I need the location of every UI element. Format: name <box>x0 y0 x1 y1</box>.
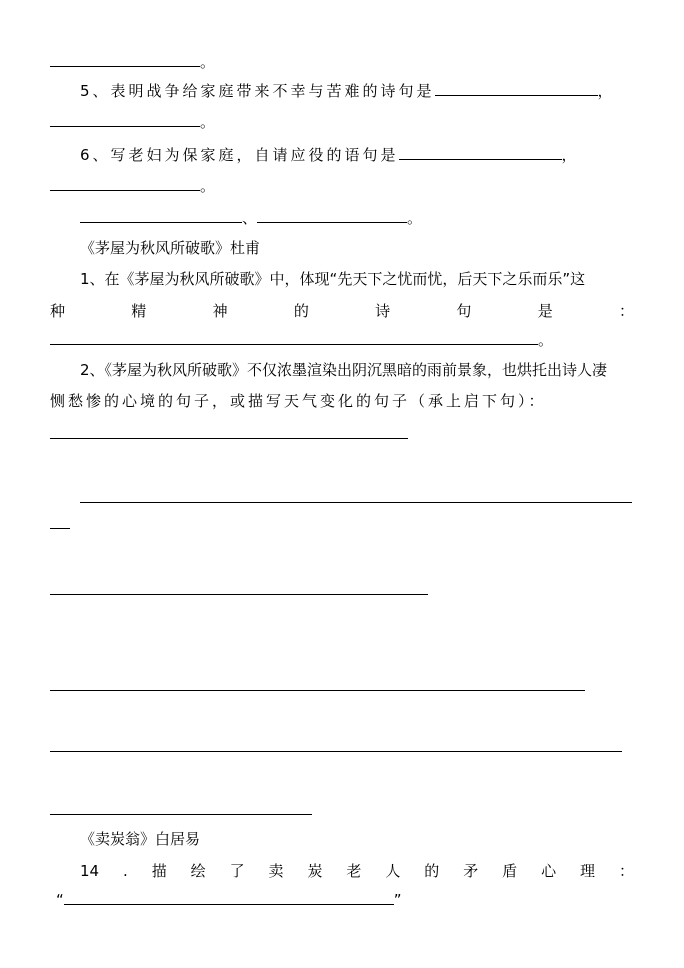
answer-blank[interactable] <box>50 735 622 752</box>
question-7 <box>80 705 634 727</box>
answer-line <box>50 735 634 757</box>
answer-blank[interactable] <box>399 143 562 160</box>
answer-blank[interactable] <box>50 110 200 127</box>
answer-line: 。 <box>50 50 634 72</box>
answer-blank[interactable] <box>50 422 408 439</box>
justified-text: 种 精 神 的 诗 句 是 ： <box>50 302 634 320</box>
section-title: 《茅屋为秋风所破歌》杜甫 <box>80 239 261 257</box>
answer-blank[interactable] <box>257 206 407 223</box>
question-5b <box>80 609 634 631</box>
question-2: 2、《茅屋为秋风所破歌》不仅浓墨渲染出阴沉黑暗的雨前景象，也烘托出诗人凄 <box>80 361 608 379</box>
question-1: 1、在《茅屋为秋风所破歌》中，体现“先天下之忧而忧，后天下之乐而乐”这 <box>80 270 586 288</box>
justified-text <box>50 640 634 662</box>
question-5: 5、表明战争给家庭带来不幸与苦难的诗句是 ， <box>80 79 634 101</box>
answer-blank[interactable] <box>50 512 70 529</box>
answer-line <box>80 486 634 508</box>
question-3 <box>80 454 634 476</box>
question-8 <box>80 766 634 788</box>
answer-line: 、 。 <box>80 206 634 228</box>
answer-blank[interactable] <box>435 79 598 96</box>
answer-line: 。 <box>50 174 634 196</box>
answer-line <box>50 422 634 444</box>
answer-blank[interactable] <box>80 486 632 503</box>
answer-line: “ ” <box>56 888 640 910</box>
answer-blank[interactable] <box>50 50 200 67</box>
justified-text <box>80 545 634 567</box>
question-2-cont: 恻愁惨的心境的句子，或描写天气变化的句子（承上启下句）： <box>50 392 547 410</box>
answer-blank[interactable] <box>80 206 242 223</box>
section-title: 《卖炭翁》白居易 <box>80 830 201 848</box>
answer-blank[interactable] <box>50 578 428 595</box>
answer-blank[interactable] <box>50 674 585 691</box>
justified-text: 14 . 描 绘 了 卖 炭 老 人 的 矛 盾 心 理 ： <box>80 862 634 880</box>
answer-line <box>50 512 634 534</box>
answer-blank[interactable] <box>50 174 200 191</box>
answer-blank[interactable] <box>50 798 312 815</box>
answer-blank[interactable] <box>50 328 538 345</box>
answer-blank[interactable] <box>64 888 394 905</box>
answer-line: 。 <box>50 110 634 132</box>
answer-line <box>50 578 634 600</box>
question-6: 6、写老妇为保家庭，自请应役的语句是 ， <box>80 143 634 165</box>
answer-line <box>50 798 634 820</box>
answer-line <box>50 674 634 696</box>
answer-line: 。 <box>50 328 634 350</box>
